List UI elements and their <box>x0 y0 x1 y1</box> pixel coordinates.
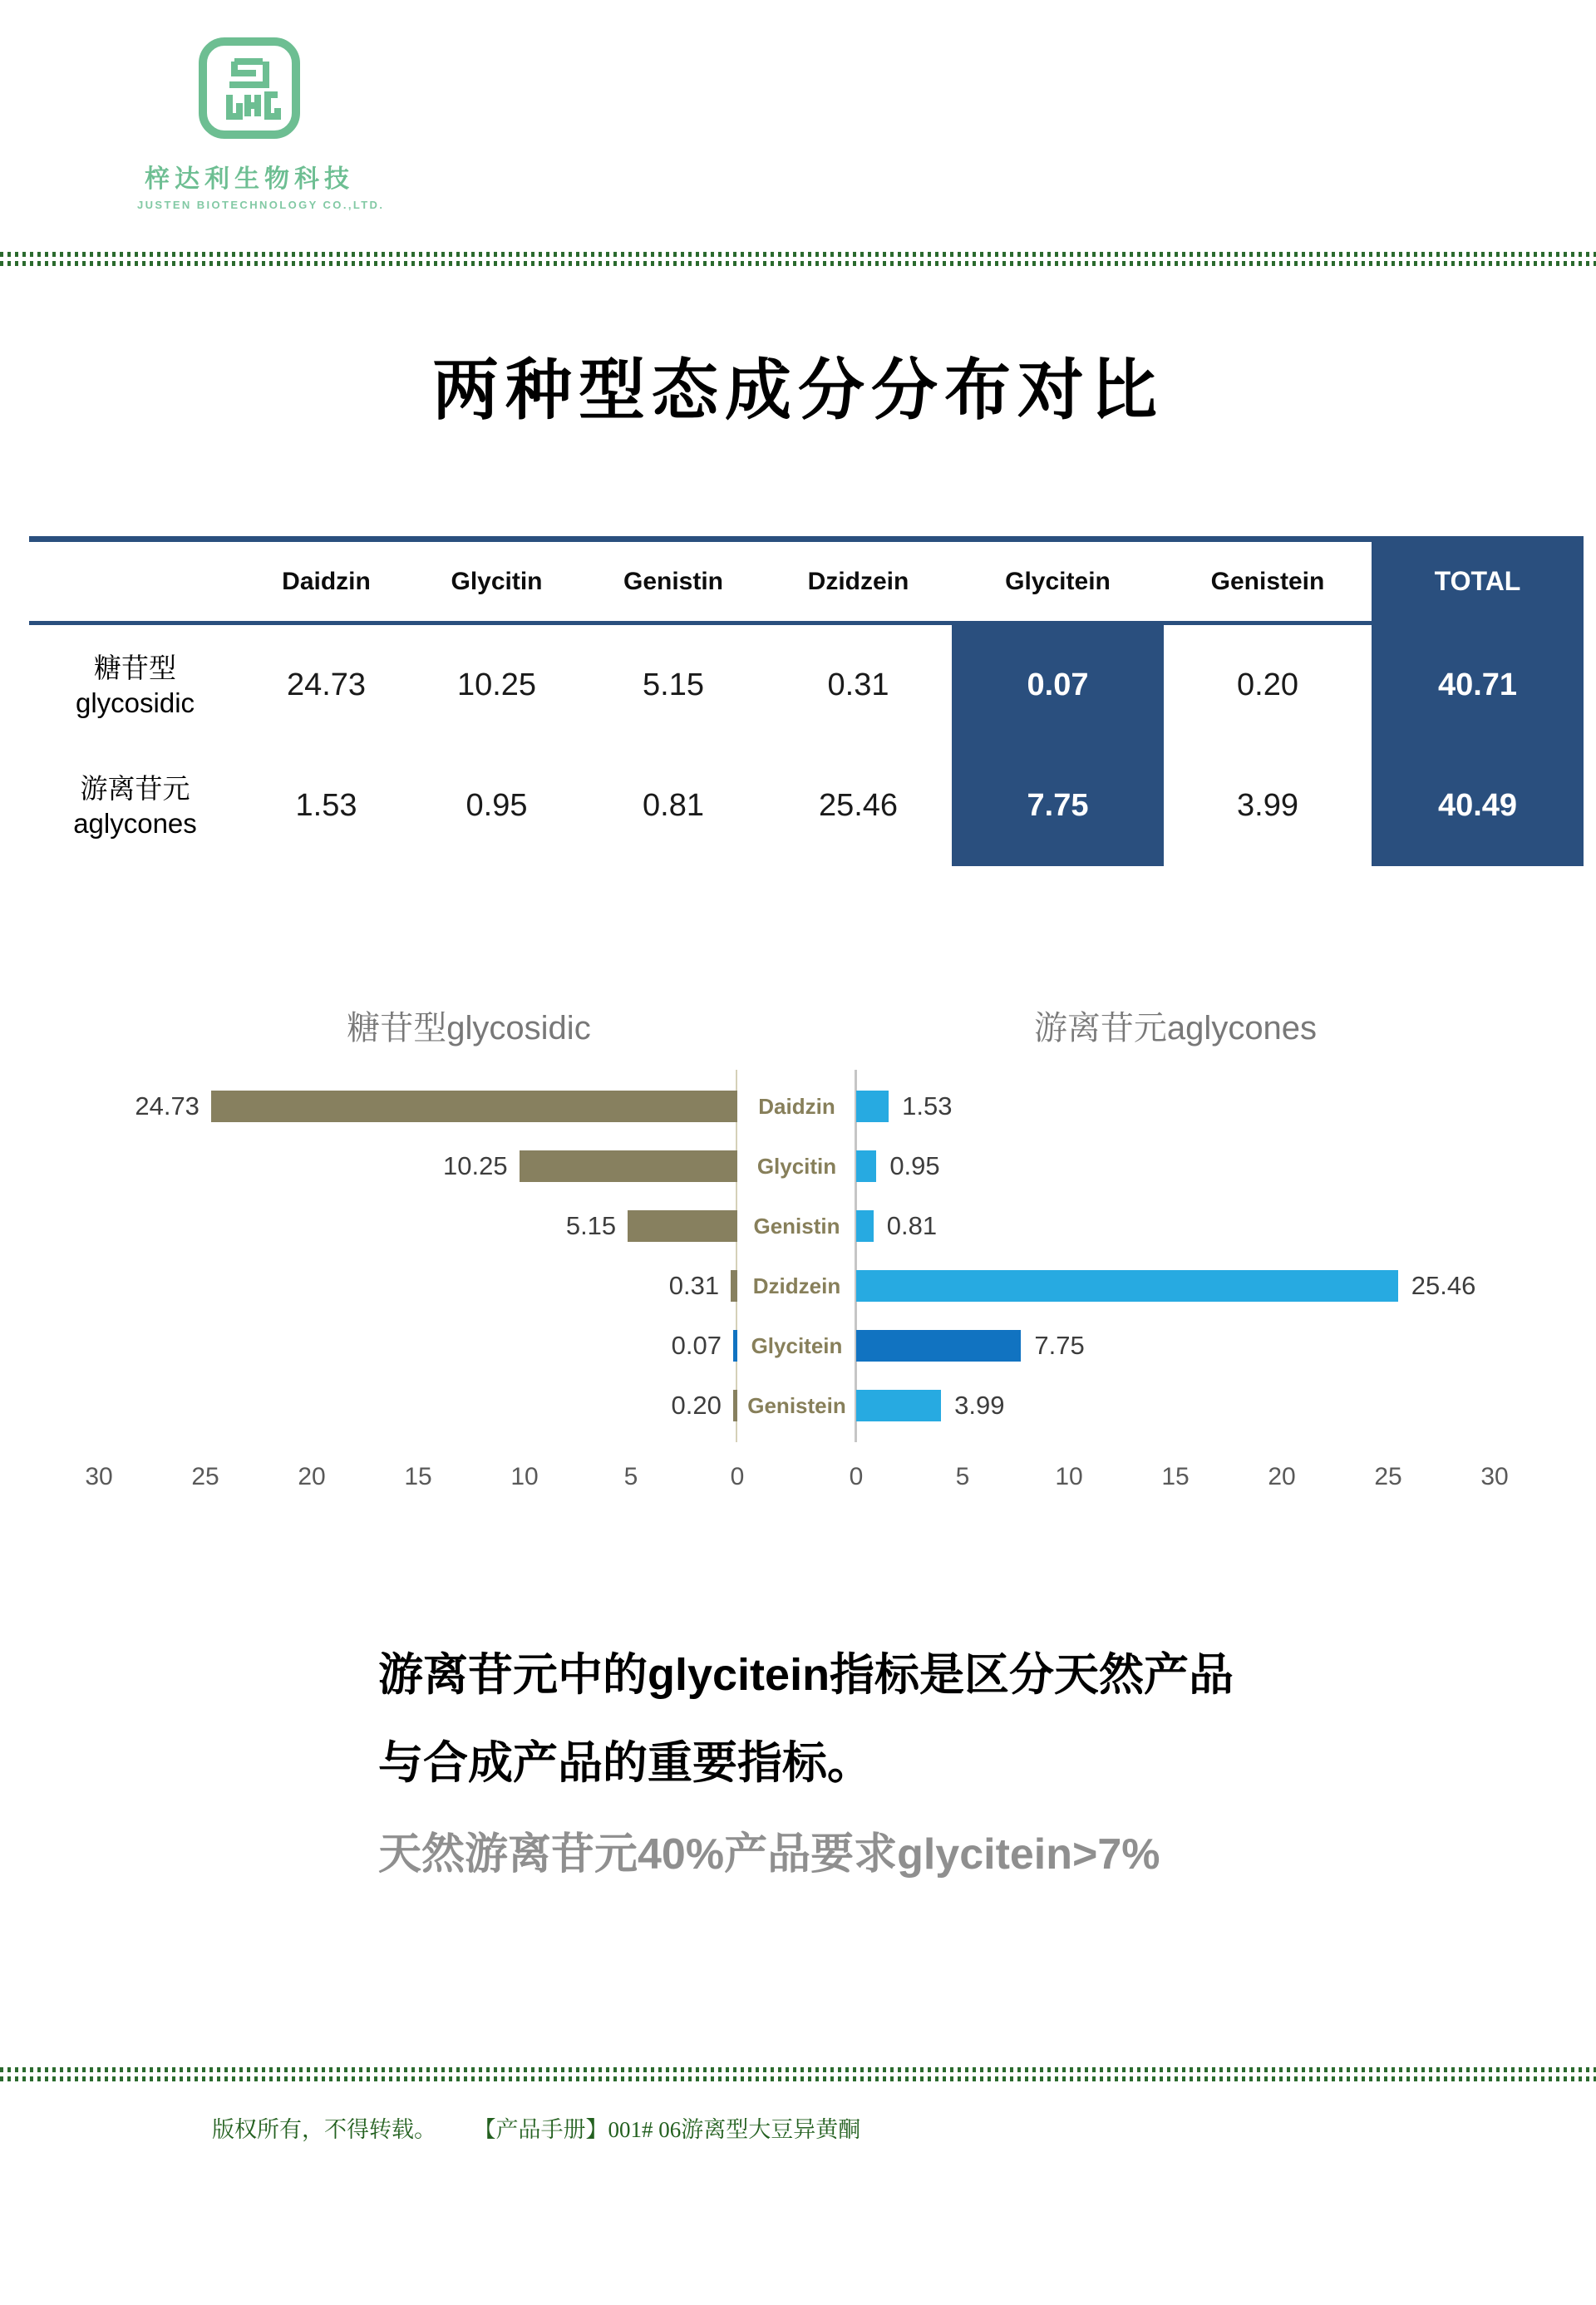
right-axis-ticks <box>0 1463 1596 1498</box>
axis-tick: 30 <box>85 1463 113 1490</box>
table-row-aglycones <box>29 746 1584 866</box>
note-line-1: 游离苷元中的glycitein指标是区分天然产品 <box>378 1650 1234 1700</box>
footer-doc-ref: 【产品手册】001# 06游离型大豆异黄酮 <box>485 2117 861 2142</box>
cell-glycosidic-total: 40.71 <box>1372 625 1584 746</box>
row-label-cn: 糖苷型 <box>94 653 176 684</box>
axis-tick: 15 <box>404 1463 432 1490</box>
table-header-row <box>29 542 1584 625</box>
cell-glycosidic-dzidzein: 0.31 <box>827 667 889 702</box>
top-dotted-divider <box>0 252 1596 266</box>
axis-tick: 0 <box>849 1463 864 1490</box>
page-title: 两种型态成分分布对比 <box>432 353 1164 427</box>
left-value-label: 0.31 <box>668 1271 720 1300</box>
category-label-daidzin: Daidzin <box>758 1094 835 1119</box>
right-value-label: 0.81 <box>886 1211 938 1240</box>
axis-tick: 25 <box>191 1463 219 1490</box>
row-label-en: glycosidic <box>75 687 195 718</box>
cell-glycosidic-genistin: 5.15 <box>643 667 704 702</box>
right-chart-title: 游离苷元aglycones <box>1033 1010 1318 1047</box>
right-bar-glycitin <box>856 1150 876 1182</box>
cell-aglycones-dzidzein: 25.46 <box>818 788 899 823</box>
axis-tick: 5 <box>623 1463 638 1490</box>
right-value-label: 25.46 <box>1411 1271 1476 1300</box>
header-cell-genistin: Genistin <box>582 542 765 625</box>
right-bar-genistein <box>856 1390 941 1421</box>
chart-row-glycitein <box>0 1316 1596 1376</box>
right-value-label: 1.53 <box>902 1091 953 1120</box>
footer <box>212 2111 860 2144</box>
axis-tick: 30 <box>1480 1463 1509 1490</box>
category-label-glycitein: Glycitein <box>751 1333 843 1358</box>
cell-aglycones-genistin: 0.81 <box>643 788 704 823</box>
company-logo-icon <box>198 37 301 140</box>
header-cell-daidzin: Daidzin <box>241 542 411 625</box>
row-label-glycosidic <box>29 625 241 746</box>
axis-tick: 25 <box>1374 1463 1402 1490</box>
chart-row-genistin <box>0 1196 1596 1256</box>
left-bar-dzidzein <box>731 1270 737 1302</box>
cell-glycosidic-glycitin: 10.25 <box>456 667 537 702</box>
cell-aglycones-daidzin: 1.53 <box>295 788 357 823</box>
table-row-glycosidic <box>29 625 1584 746</box>
chart-row-genistein <box>0 1376 1596 1436</box>
left-value-label: 24.73 <box>135 1091 200 1120</box>
butterfly-chart <box>0 985 1596 1534</box>
header-cell-glycitin: Glycitin <box>411 542 582 625</box>
chart-row-daidzin <box>0 1076 1596 1136</box>
category-label-genistein: Genistein <box>747 1393 846 1418</box>
axis-tick: 10 <box>510 1463 539 1490</box>
left-value-label: 0.07 <box>671 1331 722 1360</box>
chart-row-glycitin <box>0 1136 1596 1196</box>
axis-tick: 0 <box>730 1463 745 1490</box>
company-name-cn: 梓达利生物科技 <box>145 165 354 193</box>
right-bar-daidzin <box>856 1091 889 1122</box>
right-bar-dzidzein <box>856 1270 1398 1302</box>
chart-row-dzidzein <box>0 1256 1596 1316</box>
axis-tick: 20 <box>298 1463 326 1490</box>
header-cell-total: TOTAL <box>1372 542 1584 625</box>
header-cell-genistein: Genistein <box>1164 542 1372 625</box>
right-bar-genistin <box>856 1210 874 1242</box>
left-chart-title: 糖苷型glycosidic <box>347 1010 591 1047</box>
axis-tick: 10 <box>1055 1463 1083 1490</box>
right-bar-glycitein <box>856 1330 1021 1362</box>
left-value-label: 0.20 <box>671 1391 722 1420</box>
note-line-2: 与合成产品的重要指标。 <box>378 1738 872 1788</box>
chart-rows <box>0 1076 1596 1436</box>
cell-glycosidic-genistein: 0.20 <box>1237 667 1298 702</box>
category-label-glycitin: Glycitin <box>756 1154 837 1179</box>
cell-glycosidic-daidzin: 24.73 <box>286 667 367 702</box>
right-value-label: 7.75 <box>1034 1331 1085 1360</box>
category-label-genistin: Genistin <box>753 1214 840 1239</box>
right-value-label: 3.99 <box>954 1391 1005 1420</box>
footer-copyright: 版权所有，不得转载。 <box>212 2117 436 2142</box>
right-value-label: 0.95 <box>889 1151 940 1180</box>
header-cell-empty <box>29 542 241 625</box>
axis-tick: 20 <box>1268 1463 1296 1490</box>
cell-aglycones-glycitein: 7.75 <box>952 746 1164 866</box>
left-bar-daidzin <box>211 1091 737 1122</box>
axis-tick: 5 <box>955 1463 970 1490</box>
company-name-en: JUSTEN BIOTECHNOLOGY CO.,LTD. <box>137 199 385 211</box>
company-logo <box>137 37 385 211</box>
header-cell-dzidzein: Dzidzein <box>765 542 952 625</box>
cell-aglycones-glycitin: 0.95 <box>466 788 528 823</box>
left-value-label: 10.25 <box>443 1151 508 1180</box>
left-value-label: 5.15 <box>565 1211 617 1240</box>
bottom-dotted-divider <box>0 2067 1596 2081</box>
composition-table <box>29 536 1584 866</box>
row-label-en: aglycones <box>73 807 197 839</box>
header-cell-glycitein: Glycitein <box>952 542 1164 625</box>
cell-glycosidic-glycitein: 0.07 <box>952 625 1164 746</box>
cell-aglycones-total: 40.49 <box>1372 746 1584 866</box>
note-line-3: 天然游离苷元40%产品要求glycitein>7% <box>378 1830 1160 1879</box>
axis-tick: 15 <box>1161 1463 1190 1490</box>
cell-aglycones-genistein: 3.99 <box>1237 788 1298 823</box>
row-label-aglycones <box>29 746 241 866</box>
category-label-dzidzein: Dzidzein <box>752 1273 841 1298</box>
row-label-cn: 游离苷元 <box>80 773 190 805</box>
left-bar-genistin <box>628 1210 737 1242</box>
left-bar-glycitin <box>520 1150 737 1182</box>
